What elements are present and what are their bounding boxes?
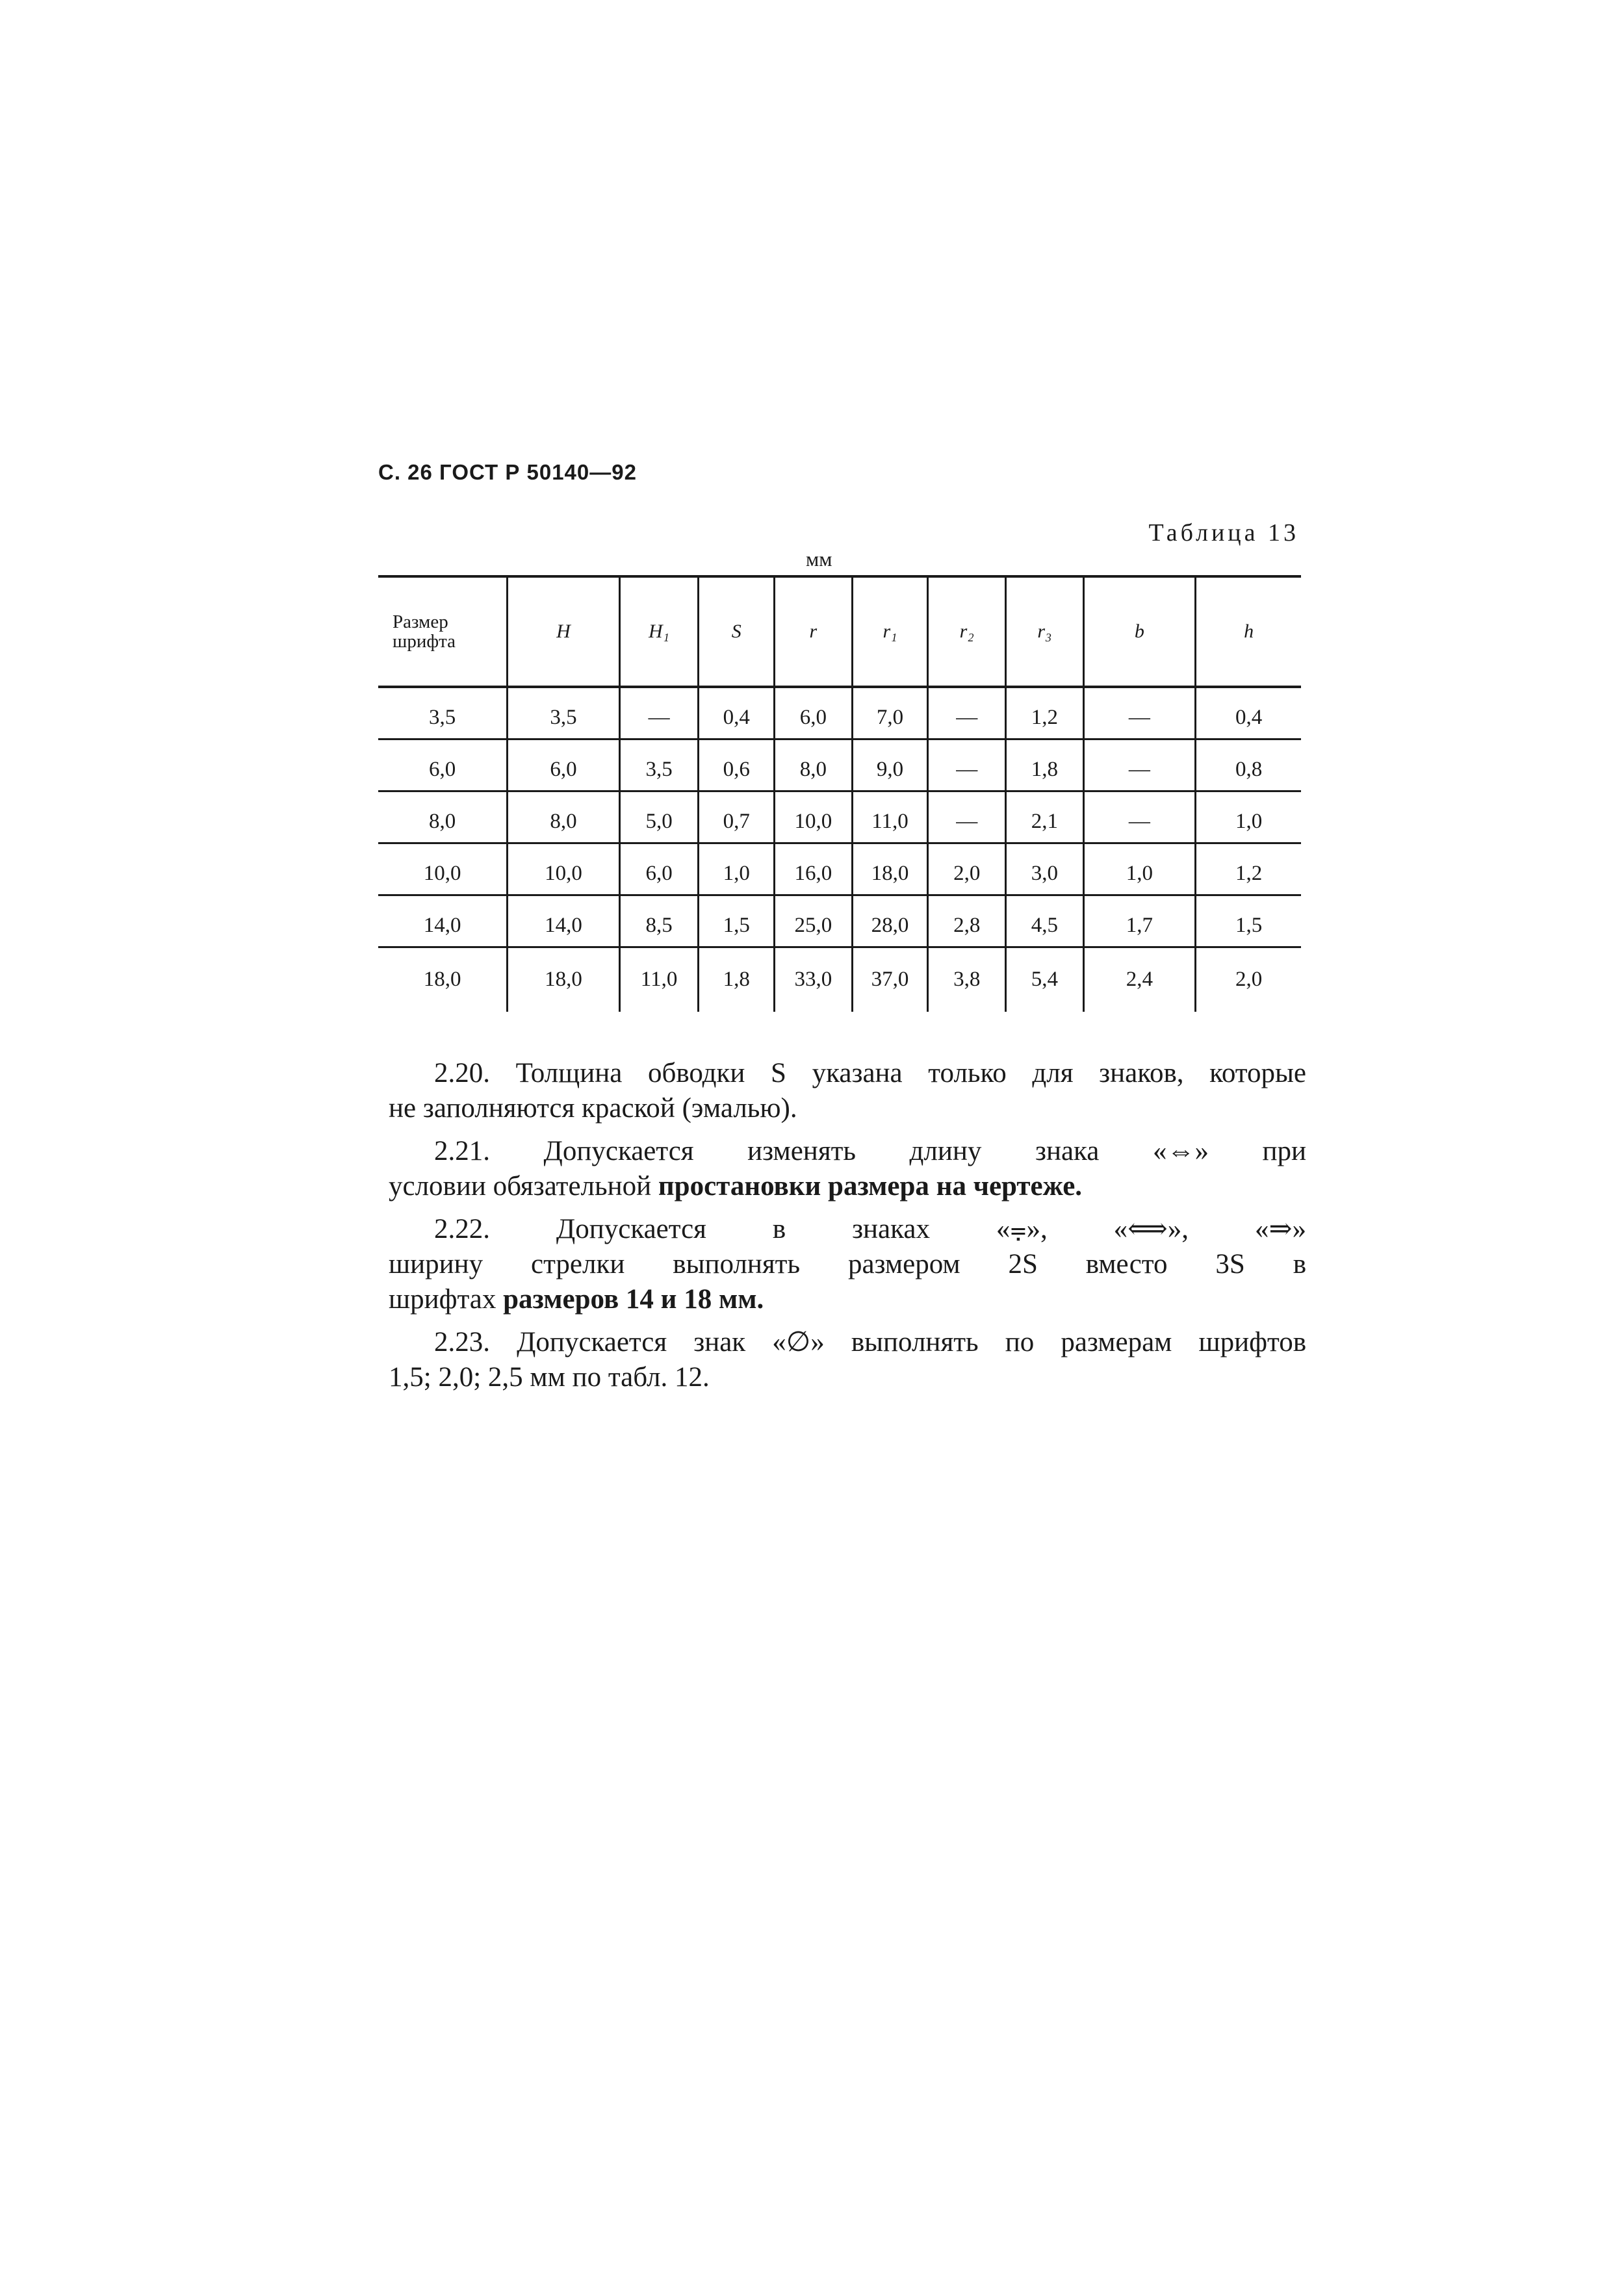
text-line: не заполняются краской (эмалью). xyxy=(389,1093,797,1124)
table-cell: 8,5 xyxy=(619,895,699,947)
table-cell: 2,0 xyxy=(1196,947,1301,1012)
text-line: 1,5; 2,0; 2,5 мм по табл. 12. xyxy=(389,1362,710,1393)
table-cell: 1,5 xyxy=(1196,895,1301,947)
col-header-h: h xyxy=(1196,576,1301,687)
table-cell: 2,8 xyxy=(928,895,1006,947)
table-cell: 2,1 xyxy=(1006,791,1084,843)
table-cell: 1,2 xyxy=(1196,843,1301,895)
table-cell: 16,0 xyxy=(775,843,853,895)
text-line xyxy=(389,1282,1306,1317)
col-header-S: S xyxy=(699,576,775,687)
table-cell: 3,8 xyxy=(928,947,1006,1012)
table-cell: 25,0 xyxy=(775,895,853,947)
table-cell: 0,7 xyxy=(699,791,775,843)
text-line xyxy=(389,1212,1306,1247)
table-cell: 3,5 xyxy=(619,739,699,791)
table-cell: 5,4 xyxy=(1006,947,1084,1012)
body-text xyxy=(389,1056,1306,1403)
page-header: С. 26 ГОСТ Р 50140—92 xyxy=(378,460,637,484)
arrow-symbol: «⇔» xyxy=(1152,1136,1209,1166)
table-cell: 1,5 xyxy=(699,895,775,947)
table-row xyxy=(378,895,1301,947)
table-cell: 10,0 xyxy=(378,843,508,895)
word: в xyxy=(1293,1249,1306,1279)
word: выполнять xyxy=(673,1249,801,1279)
paragraph-2-23 xyxy=(389,1325,1306,1395)
col-header-font-size: Размер шрифта xyxy=(378,576,508,687)
table-cell: 0,8 xyxy=(1196,739,1301,791)
table-cell: 33,0 xyxy=(775,947,853,1012)
table-cell: 2,0 xyxy=(928,843,1006,895)
text-fragment-bold: размеров 14 и 18 мм. xyxy=(503,1284,764,1315)
table-row xyxy=(378,687,1301,739)
table-cell: 0,4 xyxy=(699,687,775,739)
table-row xyxy=(378,947,1301,1012)
table-cell: 18,0 xyxy=(423,968,461,992)
table-cell: 1,0 xyxy=(1196,791,1301,843)
text-line: 2.23. Допускается знак «∅» выполнять по размерам шрифтов xyxy=(434,1327,1306,1357)
table-cell: 18,0 xyxy=(852,843,928,895)
text-fragment: условии обязательной xyxy=(389,1171,652,1202)
table-cell: 11,0 xyxy=(619,947,699,1012)
table-cell: 28,0 xyxy=(852,895,928,947)
table-cell: 8,0 xyxy=(378,791,508,843)
table-cell: 18,0 xyxy=(508,947,619,1012)
text-fragment: в xyxy=(772,1214,786,1244)
table-cell: 3,0 xyxy=(1006,843,1084,895)
table-cell: 14,0 xyxy=(508,895,619,947)
table-cell: — xyxy=(1083,739,1195,791)
word: вместо xyxy=(1085,1249,1168,1279)
table-cell: — xyxy=(928,739,1006,791)
text-line xyxy=(389,1247,1306,1282)
table-row xyxy=(378,791,1301,843)
text-fragment: при xyxy=(1262,1136,1307,1166)
table-units: мм xyxy=(806,547,832,571)
table-caption: Таблица 13 xyxy=(1148,519,1299,546)
table-cell: 10,0 xyxy=(508,843,619,895)
table-cell: 2,4 xyxy=(1083,947,1195,1012)
table-row xyxy=(378,843,1301,895)
table-cell: 6,0 xyxy=(619,843,699,895)
arrow-symbols: «⩦», «⟺», «⇒» xyxy=(996,1214,1306,1244)
col-header-b: b xyxy=(1083,576,1195,687)
table-row xyxy=(378,739,1301,791)
text-fragment: знаках xyxy=(852,1214,930,1244)
table-cell: — xyxy=(1083,791,1195,843)
table-cell: 3,5 xyxy=(378,687,508,739)
col-header-r2: r₂ xyxy=(928,576,1006,687)
text-line xyxy=(389,1134,1306,1169)
table-cell: 1,8 xyxy=(1006,739,1084,791)
word: 3S xyxy=(1215,1249,1245,1279)
word: стрелки xyxy=(531,1249,625,1279)
text-fragment: 2.21. Допускается изменять длину знака xyxy=(434,1136,1100,1166)
col-header-r1: r₁ xyxy=(852,576,928,687)
text-fragment-bold: простановки размера на чертеже. xyxy=(658,1171,1083,1202)
table-cell: — xyxy=(928,687,1006,739)
word: размером xyxy=(847,1249,960,1279)
col-header-H: H xyxy=(508,576,619,687)
table-cell: 0,6 xyxy=(699,739,775,791)
word: ширину xyxy=(389,1249,483,1279)
table-cell: — xyxy=(619,687,699,739)
table-cell: 1,0 xyxy=(1083,843,1195,895)
table-cell: 3,5 xyxy=(508,687,619,739)
table-cell: — xyxy=(1083,687,1195,739)
table-cell: 6,0 xyxy=(775,687,853,739)
table-cell: 37,0 xyxy=(852,947,928,1012)
table-cell: — xyxy=(928,791,1006,843)
table-cell: 1,0 xyxy=(699,843,775,895)
paragraph-2-20 xyxy=(389,1056,1306,1126)
col-header-r: r xyxy=(775,576,853,687)
table-cell: 10,0 xyxy=(775,791,853,843)
text-fragment: шрифтах xyxy=(389,1284,496,1315)
col-header-H1: H₁ xyxy=(619,576,699,687)
word: 2S xyxy=(1008,1249,1038,1279)
paragraph-2-22 xyxy=(389,1212,1306,1317)
text-fragment: 2.22. Допускается xyxy=(434,1214,706,1244)
text-line: 2.20. Толщина обводки S указана только для знаков, которые xyxy=(434,1058,1306,1088)
table-cell: 1,7 xyxy=(1083,895,1195,947)
paragraph-2-21 xyxy=(389,1134,1306,1204)
table-cell: 1,8 xyxy=(699,947,775,1012)
table-cell: 0,4 xyxy=(1196,687,1301,739)
table-cell: 5,0 xyxy=(619,791,699,843)
table-cell: 1,2 xyxy=(1006,687,1084,739)
table-cell: 8,0 xyxy=(775,739,853,791)
text-line xyxy=(389,1169,1306,1204)
table-cell: 6,0 xyxy=(508,739,619,791)
table-header-row xyxy=(378,576,1301,687)
col-header-r3: r₃ xyxy=(1006,576,1084,687)
table-cell: 6,0 xyxy=(378,739,508,791)
table-cell: 14,0 xyxy=(378,895,508,947)
table-cell: 4,5 xyxy=(1006,895,1084,947)
table-cell: 9,0 xyxy=(852,739,928,791)
table-cell: 11,0 xyxy=(852,791,928,843)
table-cell: 8,0 xyxy=(508,791,619,843)
dimensions-table xyxy=(378,575,1301,1012)
table-cell: 7,0 xyxy=(852,687,928,739)
